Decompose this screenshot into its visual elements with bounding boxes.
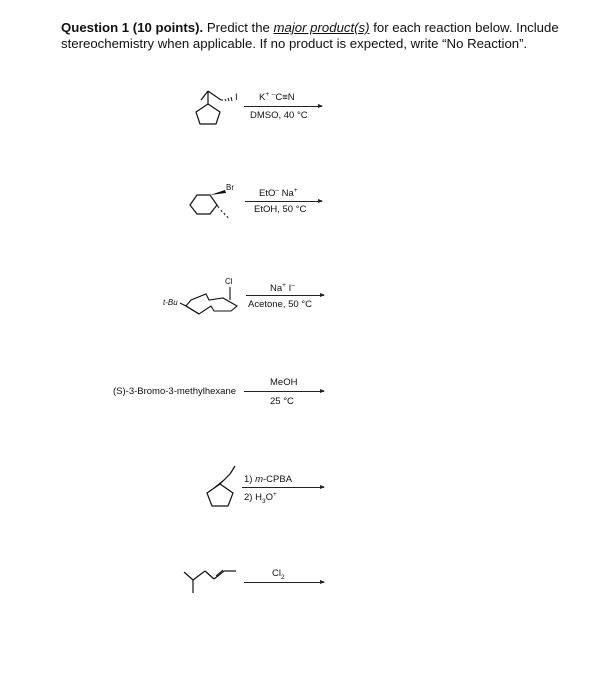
reagent-2-top-a: EtO [259, 188, 276, 200]
question-text-before: Predict the [203, 20, 274, 35]
reagent-5-bottom-b: O [265, 492, 273, 504]
substituent-bromo: Br [226, 183, 234, 192]
reagent-5-top-rest: -CPBA [263, 474, 293, 485]
reagent-5-top-prefix: 1) [244, 474, 256, 485]
reaction-arrow-6 [244, 582, 324, 583]
reagent-3-top-sup-a: + [282, 282, 286, 289]
reagent-1-top-a: K [259, 92, 266, 104]
reagent-6-top-a: Cl [272, 568, 281, 579]
substituent-iodo: I [235, 92, 238, 103]
question-text-after: for each reaction below. Include stereochemistry when applicable. If no product is expected, write “No Reaction”. [61, 20, 559, 51]
reagent-3-top-sup-b: – [291, 282, 295, 289]
reagent-3-bottom: Acetone, 50 °C [248, 299, 313, 310]
reagent-5-bottom-sub: 3 [261, 498, 266, 506]
substituent-chloro: Cl [225, 277, 233, 286]
reagent-1-bottom: DMSO, 40 °C [250, 110, 308, 121]
reagent-5-top-italic: m [255, 474, 264, 485]
reagent-6-top-sub: 2 [280, 573, 285, 581]
question-title: Question 1 (10 points). [61, 20, 204, 35]
reagent-3-top-a: Na [270, 283, 283, 295]
reagent-1-top-sup-b: – [271, 91, 276, 98]
reagent-1-top-sup-a: + [265, 91, 270, 98]
reagent-2-top-sup-b: + [293, 187, 298, 194]
reagent-4-top: MeOH [270, 377, 298, 388]
reagent-2-top-sup-a: – [275, 187, 279, 194]
reagent-4-bottom: 25 °C [270, 396, 294, 407]
reagent-2-top-b: Na [281, 188, 294, 200]
reagent-3-top-b: I [288, 283, 292, 295]
substituent-t-butyl: t-Bu [163, 298, 178, 307]
substrate-name: (S)-3-Bromo-3-methylhexane [113, 386, 237, 397]
reagent-1-top-b: C≡N [275, 92, 295, 104]
reagent-6-top [272, 568, 285, 581]
reagent-2-bottom: EtOH, 50 °C [254, 204, 307, 215]
reagent-5-bottom-sup: + [272, 491, 277, 498]
question-emphasis: major product(s) [273, 20, 370, 35]
reagent-5-bottom-a: 2) H [244, 492, 262, 504]
